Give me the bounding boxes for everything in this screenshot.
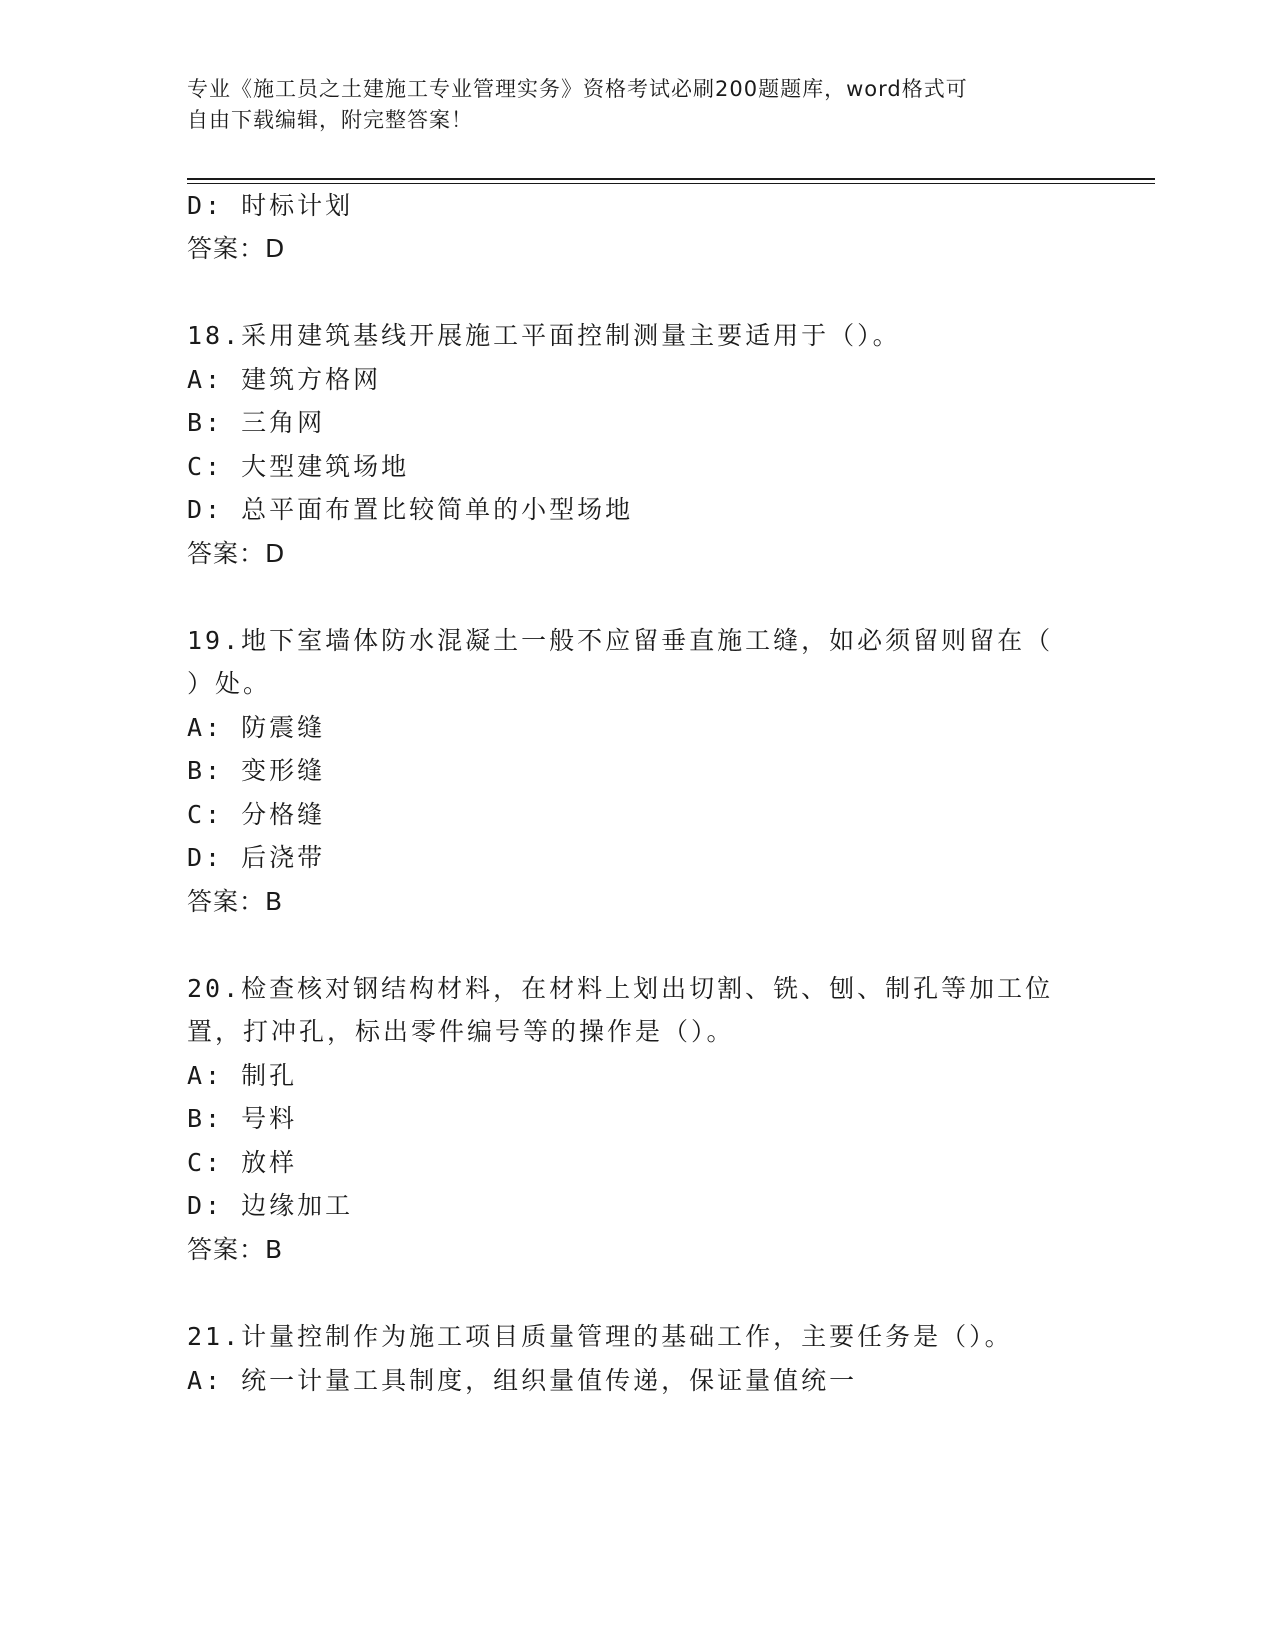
header-line-2: 自由下载编辑，附完整答案！ <box>187 108 473 132</box>
header-divider-thin <box>187 183 1155 184</box>
header-divider <box>187 178 1155 180</box>
q21-question: 21.计量控制作为施工项目质量管理的基础工作，主要任务是（）。 <box>187 1322 1013 1351</box>
q20-question-line-2: 置，打冲孔，标出零件编号等的操作是（）。 <box>187 1017 735 1046</box>
q18-option-a: A: 建筑方格网 <box>187 365 382 394</box>
q18-answer: 答案：D <box>187 539 286 568</box>
q20-option-a: A: 制孔 <box>187 1061 298 1090</box>
q20-answer: 答案：B <box>187 1235 284 1264</box>
q19-option-b: B: 变形缝 <box>187 756 326 785</box>
q20-question-line-1: 20.检查核对钢结构材料，在材料上划出切割、铣、刨、制孔等加工位 <box>187 974 1054 1003</box>
q20-option-d: D: 边缘加工 <box>187 1191 354 1220</box>
prev-option-d: D: 时标计划 <box>187 191 354 220</box>
q18-option-c: C: 大型建筑场地 <box>187 452 410 481</box>
q21-option-a: A: 统一计量工具制度，组织量值传递，保证量值统一 <box>187 1366 858 1395</box>
q19-answer: 答案：B <box>187 887 284 916</box>
q19-option-c: C: 分格缝 <box>187 800 326 829</box>
q18-option-d: D: 总平面布置比较简单的小型场地 <box>187 495 634 524</box>
q19-question-line-1: 19.地下室墙体防水混凝土一般不应留垂直施工缝，如必须留则留在（ <box>187 626 1054 655</box>
header-line-1: 专业《施工员之土建施工专业管理实务》资格考试必刷200题题库，word格式可 <box>187 77 968 101</box>
prev-answer: 答案：D <box>187 234 286 263</box>
q20-option-b: B: 号料 <box>187 1104 298 1133</box>
q20-option-c: C: 放样 <box>187 1148 298 1177</box>
q19-option-d: D: 后浇带 <box>187 843 326 872</box>
document-header <box>187 74 1067 136</box>
q18-question: 18.采用建筑基线开展施工平面控制测量主要适用于（）。 <box>187 321 901 350</box>
q18-option-b: B: 三角网 <box>187 408 326 437</box>
q19-question-line-2: ）处。 <box>187 669 272 698</box>
q19-option-a: A: 防震缝 <box>187 713 326 742</box>
